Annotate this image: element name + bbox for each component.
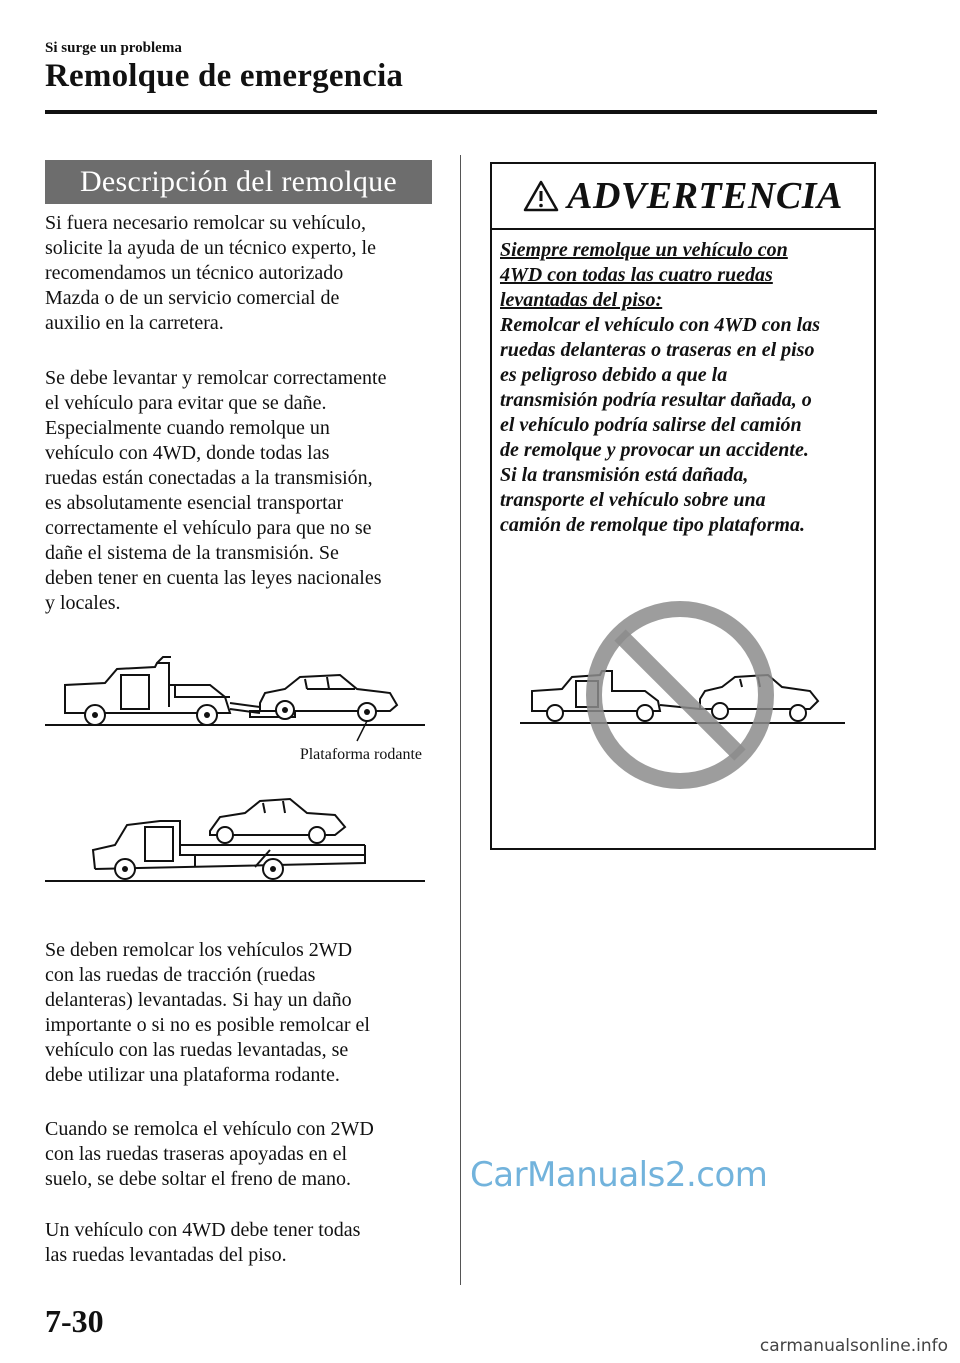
title-rule — [45, 110, 877, 114]
prohibited-towing-illustration — [510, 595, 855, 795]
warning-title: ADVERTENCIA — [567, 175, 843, 217]
prohibition-icon — [594, 609, 766, 781]
watermark-logo: CarManuals2.com — [470, 1155, 768, 1195]
paragraph-parking-brake: Cuando se remolca el vehículo con 2WD con las ruedas traseras apoyadas en el suelo, se debe soltar el freno de mano. — [45, 1118, 374, 1190]
warning-underlined-text: Siempre remolque un vehículo con 4WD con todas las cuatro ruedas levantadas del piso: — [500, 239, 788, 311]
paragraph-4wd: Un vehículo con 4WD debe tener todas las ruedas levantadas del piso. — [45, 1219, 361, 1266]
paragraph-2wd: Se deben remolcar los vehículos 2WD con las ruedas de tracción (ruedas delanteras) levantadas. Si hay un daño importante o si no es posible remolcar el vehículo con las ruedas levantadas, se debe utilizar una plataforma rodante. — [45, 939, 370, 1086]
flatbed-truck-illustration — [45, 795, 430, 890]
figure-caption: Plataforma rodante — [299, 746, 422, 763]
page-number: 7-30 — [45, 1303, 104, 1339]
paragraph-lifting: Se debe levantar y remolcar correctamente el vehículo para evitar que se dañe. Especialmente cuando remolque un vehículo con 4WD, donde todas las ruedas están conectadas a la transmisión, es absolutamente esencial transportar correctamente el vehículo para que no se dañe el sistema de la transmisión. Se deben tener en cuenta las leyes nacionales y locales. — [45, 367, 387, 614]
warning-body — [500, 238, 872, 538]
page-title: Remolque de emergencia — [45, 58, 404, 94]
column-divider — [460, 155, 461, 1285]
warning-triangle-icon — [523, 179, 559, 213]
breadcrumb: Si surge un problema — [45, 40, 182, 56]
warning-text: Remolcar el vehículo con 4WD con las ruedas delanteras o traseras en el piso es peligroso debido a que la transmisión podría resultar dañada, o el vehículo podría salirse del camión de remolque y provocar un accidente. Si la transmisión está dañada, transporte el vehículo sobre una camión de remolque tipo plataforma. — [500, 314, 820, 536]
section-header: Descripción del remolque — [45, 160, 432, 204]
paragraph-intro: Si fuera necesario remolcar su vehículo, solicite la ayuda de un técnico experto, le recomendamos un técnico autorizado Mazda o de un servicio comercial de auxilio en la carretera. — [45, 212, 376, 334]
warning-header — [492, 164, 874, 230]
footer-site: carmanualsonline.info — [759, 1336, 948, 1356]
